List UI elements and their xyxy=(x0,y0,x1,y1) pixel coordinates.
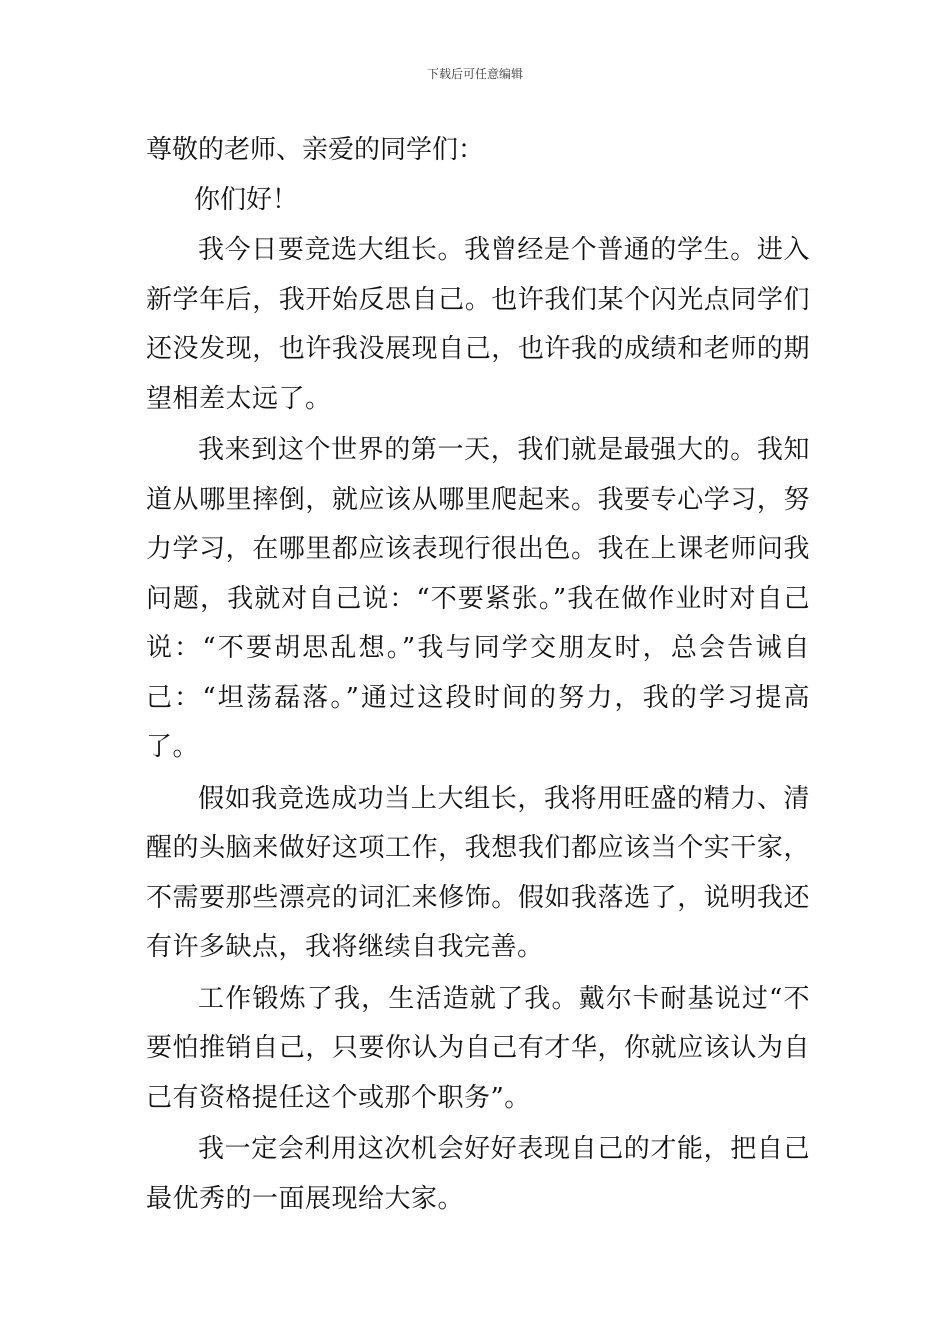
paragraph: 假如我竞选成功当上大组长，我将用旺盛的精力、清醒的头脑来做好这项工作，我想我们都应该当个实干家，不需要那些漂亮的词汇来修饰。假如我落选了，说明我还有许多缺点，我将继续自我完善。 xyxy=(146,783,810,962)
paragraph: 我来到这个世界的第一天，我们就是最强大的。我知道从哪里摔倒，就应该从哪里爬起来。我要专心学习，努力学习，在哪里都应该表现行很出色。我在上课老师问我问题，我就对自己说：“不要紧张。”我在做作业时对自己说：“不要胡思乱想。”我与同学交朋友时，总会告诫自己：“坦荡磊落。”通过这段时间的努力，我的学习提高了。 xyxy=(146,435,810,762)
paragraph: 我一定会利用这次机会好好表现自己的才能，把自己最优秀的一面展现给大家。 xyxy=(146,1134,810,1214)
document-body xyxy=(146,126,810,1224)
page-header: 下载后可任意编辑 xyxy=(426,67,523,81)
paragraph: 工作锻炼了我，生活造就了我。戴尔卡耐基说过“不要怕推销自己，只要你认为自己有才华，你就应该认为自己有资格提任这个或那个职务”。 xyxy=(146,983,810,1113)
salutation: 尊敬的老师、亲爱的同学们： xyxy=(146,135,485,165)
greeting: 你们好！ xyxy=(194,185,299,215)
paragraph: 我今日要竞选大组长。我曾经是个普通的学生。进入新学年后，我开始反思自己。也许我们某个闪光点同学们还没发现，也许我没展现自己，也许我的成绩和老师的期望相差太远了。 xyxy=(146,235,810,414)
